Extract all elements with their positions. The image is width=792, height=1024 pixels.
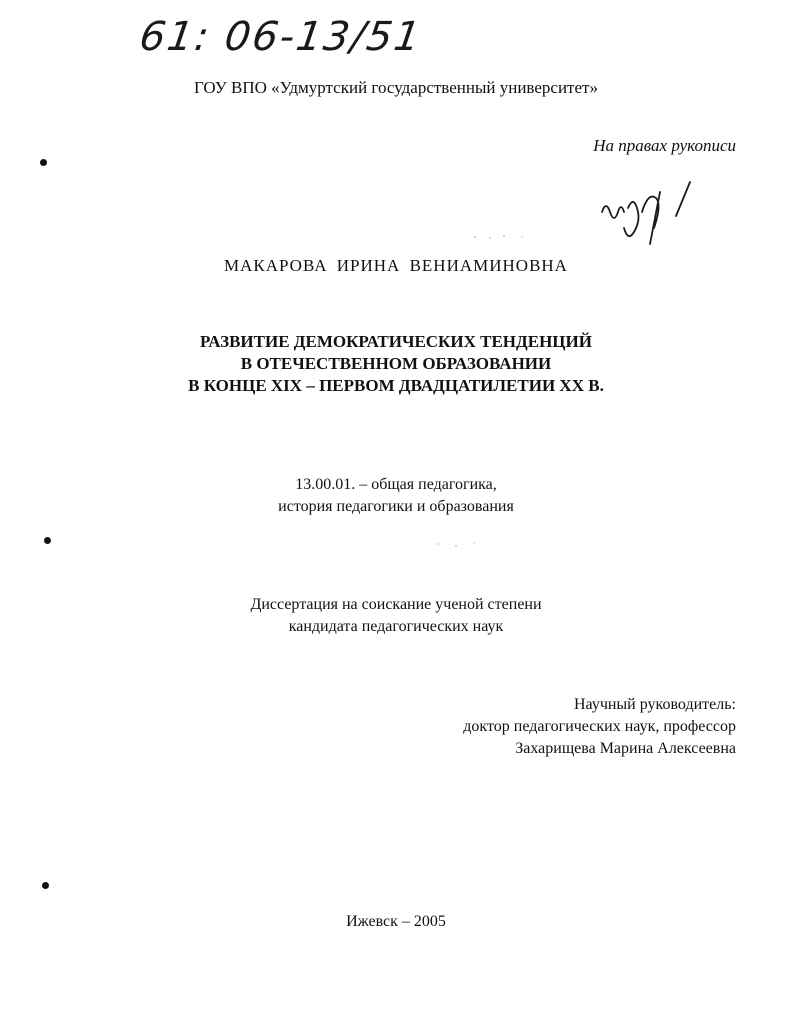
city-year: Ижевск – 2005 — [346, 913, 446, 930]
punch-hole-mark — [40, 159, 47, 166]
scientific-advisor — [406, 694, 736, 760]
degree-line-1: Диссертация на соискание ученой степени — [250, 596, 542, 613]
title-line-1: РАЗВИТИЕ ДЕМОКРАТИЧЕСКИХ ТЕНДЕНЦИЙ — [200, 332, 592, 351]
scan-specks — [430, 540, 490, 550]
degree-statement — [0, 594, 792, 638]
manuscript-note: На правах рукописи — [593, 136, 736, 155]
specialty-line-2: история педагогики и образования — [278, 498, 514, 515]
punch-hole-mark — [42, 882, 49, 889]
punch-hole-mark — [44, 537, 51, 544]
advisor-credentials: доктор педагогических наук, профессор — [463, 718, 736, 735]
scan-specks — [470, 232, 530, 242]
author-name: МАКАРОВА ИРИНА ВЕНИАМИНОВНА — [224, 256, 568, 275]
institution-name: ГОУ ВПО «Удмуртский государственный университет» — [194, 78, 598, 97]
degree-line-2: кандидата педагогических наук — [288, 618, 504, 635]
specialty-line-1: 13.00.01. – общая педагогика, — [295, 476, 497, 493]
advisor-name: Захарищева Марина Алексеевна — [515, 740, 736, 757]
dissertation-title — [0, 331, 792, 397]
specialty — [0, 474, 792, 518]
archive-code: 61: 06-13/51 — [136, 14, 425, 60]
title-line-3: В КОНЦЕ XIX – ПЕРВОМ ДВАДЦАТИЛЕТИИ XX В. — [188, 376, 604, 395]
signature — [590, 172, 710, 252]
advisor-label: Научный руководитель: — [573, 696, 736, 713]
title-line-2: В ОТЕЧЕСТВЕННОМ ОБРАЗОВАНИИ — [240, 354, 552, 373]
